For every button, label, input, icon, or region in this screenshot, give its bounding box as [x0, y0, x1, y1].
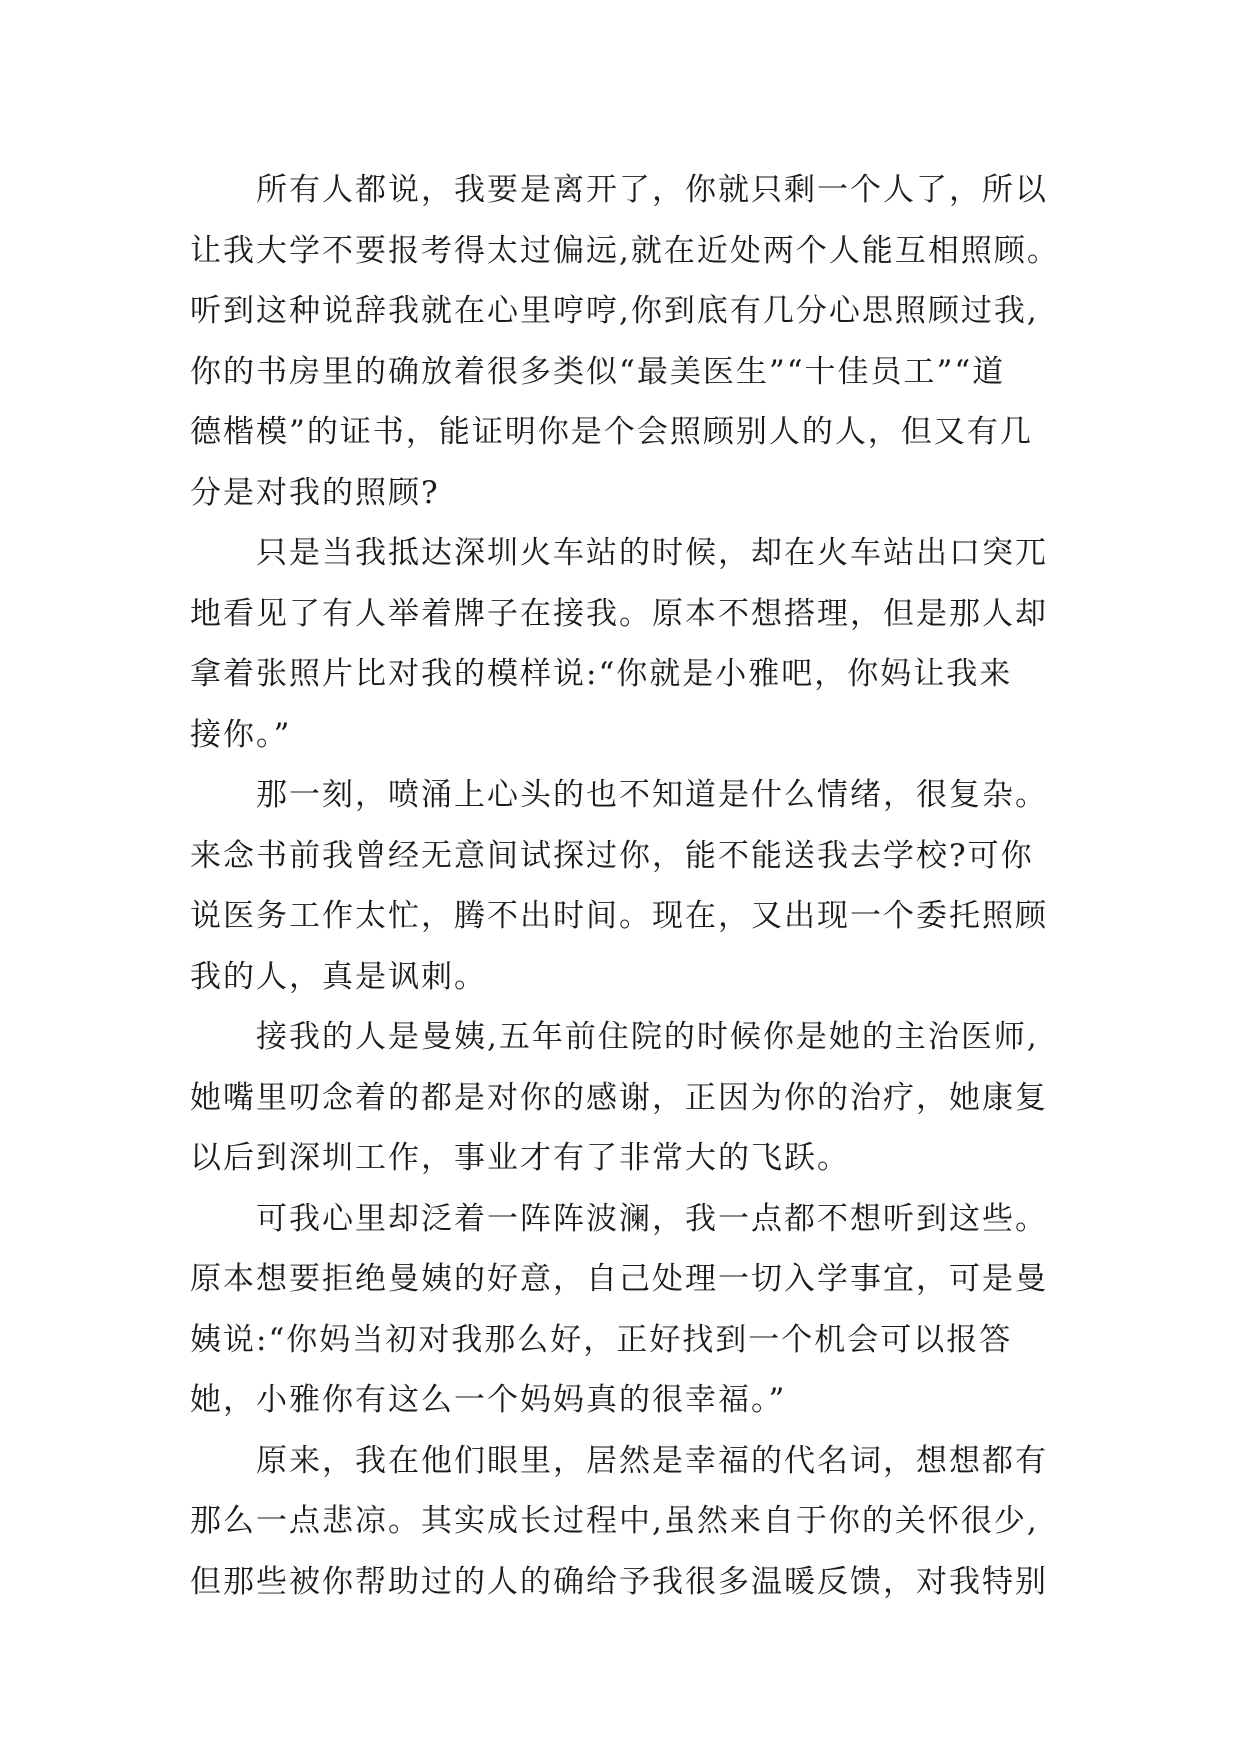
document-body — [190, 160, 1090, 1612]
text-line: 让我大学不要报考得太过偏远,就在近处两个人能互相照顾。 — [190, 232, 1060, 269]
text-line: 说医务工作太忙，腾不出时间。现在，又出现一个委托照顾 — [190, 898, 1048, 934]
text-line: 听到这种说辞我就在心里哼哼,你到底有几分心思照顾过我, — [190, 293, 1039, 329]
text-line: 她，小雅你有这么一个妈妈真的很幸福。” — [190, 1382, 787, 1418]
text-line: 原本想要拒绝曼姨的好意，自己处理一切入学事宜，可是曼 — [190, 1261, 1048, 1297]
text-line: 她嘴里叨念着的都是对你的感谢，正因为你的治疗，她康复 — [190, 1079, 1048, 1116]
text-line: 那么一点悲凉。其实成长过程中,虽然来自于你的关怀很少, — [190, 1503, 1039, 1539]
text-line: 姨说:“你妈当初对我那么好，正好找到一个机会可以报答 — [190, 1321, 1013, 1358]
text-line: 地看见了有人举着牌子在接我。原本不想搭理，但是那人却 — [190, 595, 1048, 632]
text-line: 接我的人是曼姨,五年前住院的时候你是她的主治医师, — [256, 1019, 1039, 1055]
text-line: 分是对我的照顾? — [190, 474, 440, 511]
text-line: 德楷模”的证书，能证明你是个会照顾别人的人，但又有几 — [190, 414, 1033, 450]
text-line: 你的书房里的确放着很多类似“最美医生”“十佳员工”“道 — [190, 353, 1006, 390]
text-line: 那一刻，喷涌上心头的也不知道是什么情绪，很复杂。 — [256, 777, 1048, 813]
text-line: 只是当我抵达深圳火车站的时候，却在火车站出口突兀 — [256, 535, 1048, 571]
text-line: 以后到深圳工作，事业才有了非常大的飞跃。 — [190, 1140, 850, 1176]
text-line: 接你。” — [190, 716, 292, 753]
text-line: 原来，我在他们眼里，居然是幸福的代名词，想想都有 — [256, 1442, 1048, 1479]
text-line: 我的人，真是讽刺。 — [190, 958, 487, 995]
text-line: 拿着张照片比对我的模样说:“你就是小雅吧，你妈让我来 — [190, 656, 1013, 692]
text-line: 来念书前我曾经无意间试探过你，能不能送我去学校?可你 — [190, 837, 1034, 874]
text-line: 可我心里却泛着一阵阵波澜，我一点都不想听到这些。 — [256, 1200, 1048, 1237]
text-line: 所有人都说，我要是离开了，你就只剩一个人了，所以 — [256, 172, 1048, 208]
text-line: 但那些被你帮助过的人的确给予我很多温暖反馈，对我特别 — [190, 1563, 1048, 1600]
